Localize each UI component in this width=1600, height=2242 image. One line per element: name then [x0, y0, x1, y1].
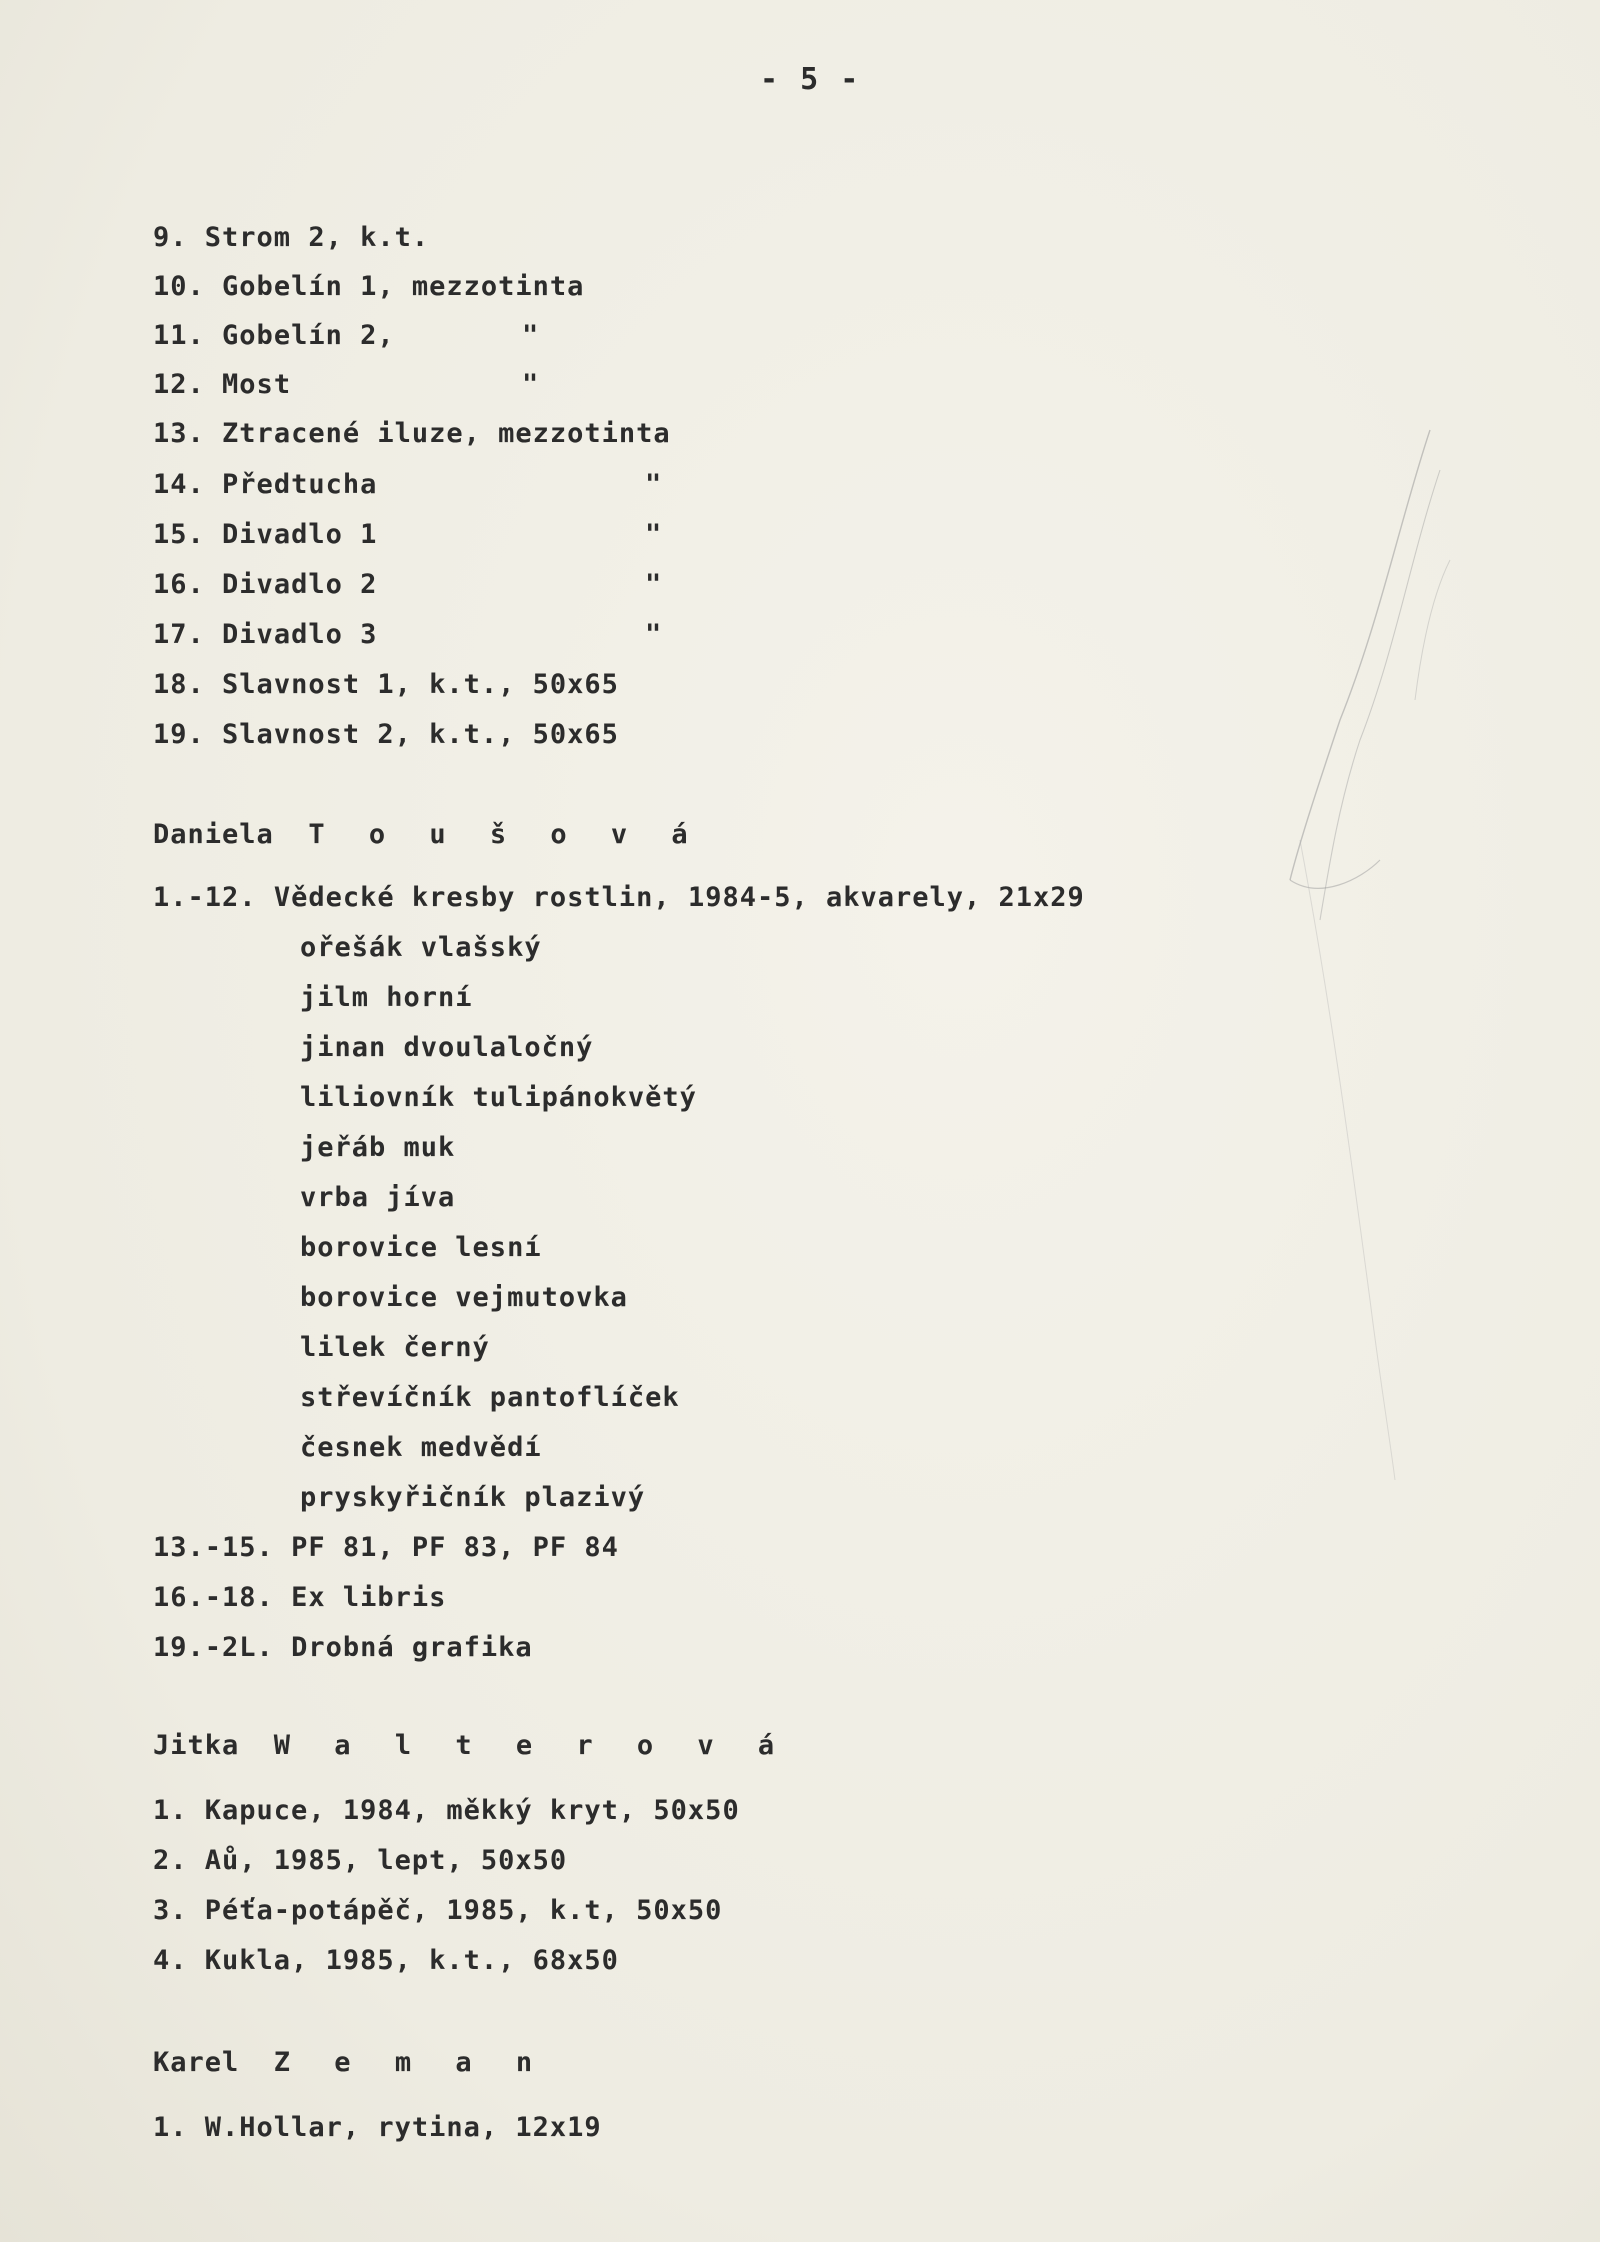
author-heading-tousova [153, 819, 702, 850]
item-text: Most [222, 369, 292, 400]
item-number: 15. [153, 519, 205, 550]
author-first-name: Daniela [153, 819, 274, 850]
item-number: 13. [153, 418, 205, 449]
list-item [153, 320, 395, 351]
plant-item: vrba jíva [300, 1182, 456, 1213]
ditto-mark: " [645, 569, 662, 600]
item-text: Péťa-potápěč, 1985, k.t, 50x50 [204, 1895, 723, 1926]
plant-item: lilek černý [300, 1332, 490, 1363]
item-text: Kukla, 1985, k.t., 68x50 [204, 1945, 619, 1976]
plant-item: česnek medvědí [300, 1432, 542, 1463]
list-item [153, 2112, 602, 2143]
author-last-name: T o u š o v á [308, 819, 702, 850]
author-last-name: Z e m a n [273, 2047, 547, 2078]
author-first-name: Karel [153, 2047, 240, 2078]
item-number: 1.-12. [153, 882, 257, 913]
plant-item: borovice lesní [300, 1232, 542, 1263]
list-item [153, 1795, 740, 1826]
item-number: 10. [153, 271, 205, 302]
list-item [153, 1582, 446, 1613]
list-item [153, 1632, 533, 1663]
list-item [153, 1845, 567, 1876]
item-number: 12. [153, 369, 205, 400]
item-number: 1. [153, 1795, 188, 1826]
item-text: Divadlo 3 [222, 619, 378, 650]
item-number: 14. [153, 469, 205, 500]
item-text: PF 81, PF 83, PF 84 [291, 1532, 619, 1563]
ditto-mark: " [645, 519, 662, 550]
item-text: Vědecké kresby rostlin, 1984-5, akvarely, 21x29 [273, 882, 1085, 913]
item-text: Slavnost 2, k.t., 50x65 [222, 719, 619, 750]
author-last-name: W a l t e r o v á [273, 1730, 789, 1761]
item-number: 16.-18. [153, 1582, 274, 1613]
ditto-mark: " [522, 320, 539, 351]
list-item [153, 719, 619, 750]
item-text: Ex libris [291, 1582, 447, 1613]
item-text: Strom 2, k.t. [204, 222, 430, 253]
ditto-mark: " [645, 619, 662, 650]
plant-item: jinan dvoulaločný [300, 1032, 594, 1063]
plant-item: jilm horní [300, 982, 473, 1013]
item-number: 17. [153, 619, 205, 650]
author-heading-walterova [153, 1730, 788, 1761]
item-number: 9. [153, 222, 188, 253]
item-number: 18. [153, 669, 205, 700]
list-item [153, 619, 377, 650]
plant-item: pryskyřičník plazivý [300, 1482, 646, 1513]
item-number: 13.-15. [153, 1532, 274, 1563]
item-text: Divadlo 2 [222, 569, 378, 600]
item-text: Předtucha [222, 469, 378, 500]
item-text: Gobelín 1, mezzotinta [222, 271, 585, 302]
author-first-name: Jitka [153, 1730, 240, 1761]
plant-item: střevíčník pantoflíček [300, 1382, 680, 1413]
item-text: Gobelín 2, [222, 320, 395, 351]
item-number: 4. [153, 1945, 188, 1976]
list-item [153, 469, 377, 500]
list-item [153, 222, 429, 253]
list-item [153, 669, 619, 700]
item-number: 3. [153, 1895, 188, 1926]
item-number: 19.-2L. [153, 1632, 274, 1663]
item-number: 1. [153, 2112, 188, 2143]
plant-item: liliovník tulipánokvětý [300, 1082, 697, 1113]
list-item [153, 1532, 619, 1563]
item-text: Kapuce, 1984, měkký kryt, 50x50 [204, 1795, 740, 1826]
item-text: Drobná grafika [291, 1632, 533, 1663]
plant-item: borovice vejmutovka [300, 1282, 628, 1313]
item-text: Slavnost 1, k.t., 50x65 [222, 669, 619, 700]
item-text: Aů, 1985, lept, 50x50 [204, 1845, 568, 1876]
item-number: 16. [153, 569, 205, 600]
list-item [153, 1895, 722, 1926]
page-number: - 5 - [760, 62, 861, 97]
list-item [153, 569, 377, 600]
list-item [153, 882, 1085, 913]
item-number: 11. [153, 320, 205, 351]
list-item [153, 271, 584, 302]
plant-item: ořešák vlašský [300, 932, 542, 963]
item-text: Ztracené iluze, mezzotinta [222, 418, 671, 449]
item-text: Divadlo 1 [222, 519, 378, 550]
item-number: 19. [153, 719, 205, 750]
ditto-mark: " [645, 469, 662, 500]
author-heading-zeman [153, 2047, 546, 2078]
list-item [153, 418, 671, 449]
ditto-mark: " [522, 369, 539, 400]
list-item [153, 519, 377, 550]
list-item [153, 369, 291, 400]
plant-item: jeřáb muk [300, 1132, 456, 1163]
item-number: 2. [153, 1845, 188, 1876]
item-text: W.Hollar, rytina, 12x19 [204, 2112, 602, 2143]
list-item [153, 1945, 619, 1976]
